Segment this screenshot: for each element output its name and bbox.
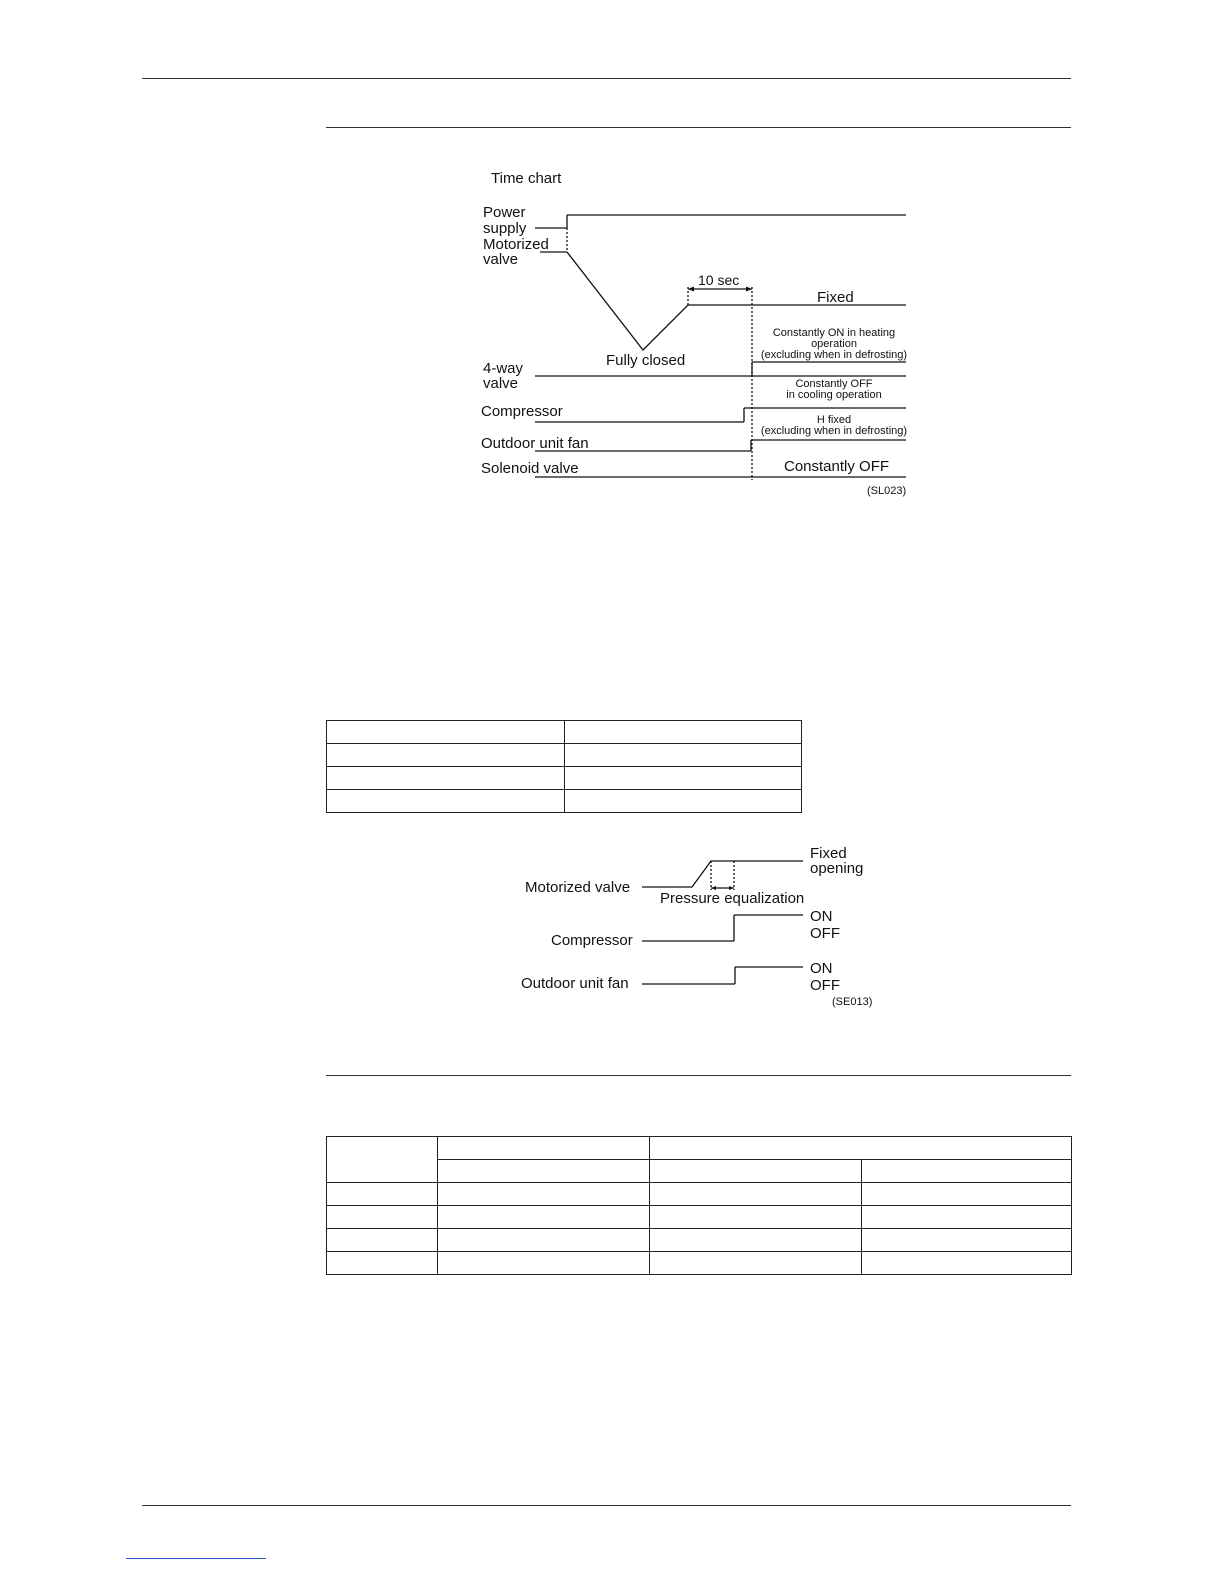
table-cell xyxy=(327,1229,438,1252)
table-1 xyxy=(326,720,802,813)
table-row xyxy=(327,721,802,744)
table-cell xyxy=(438,1160,650,1183)
table-cell xyxy=(650,1160,862,1183)
table-cell xyxy=(438,1252,650,1275)
table-cell xyxy=(650,1252,862,1275)
motorized-valve-label-2nd: Motorized valve xyxy=(525,879,631,896)
four-way-valve-label-1: 4-way xyxy=(483,360,524,377)
interval-label: 10 sec xyxy=(698,272,740,288)
table-cell xyxy=(862,1229,1072,1252)
pressure-equalization-label: Pressure equalization xyxy=(660,890,805,907)
table-cell xyxy=(327,1137,438,1183)
heating-note-1: Constantly ON in heating xyxy=(772,327,896,339)
table-row xyxy=(327,790,802,813)
table-cell xyxy=(327,1183,438,1206)
outdoor-fan-label: Outdoor unit fan xyxy=(481,435,589,452)
fan-note-2: (excluding when in defrosting) xyxy=(760,425,908,437)
table-cell xyxy=(327,767,565,790)
table-cell xyxy=(327,1206,438,1229)
compressor-label-2nd: Compressor xyxy=(551,932,633,949)
compressor-off-label: OFF xyxy=(810,925,840,942)
table-cell xyxy=(327,1252,438,1275)
section-rule-1 xyxy=(326,127,1071,128)
cooling-note-1: Constantly OFF xyxy=(795,378,873,390)
table-row xyxy=(327,1229,1072,1252)
table-cell xyxy=(862,1206,1072,1229)
motorized-valve-label-2: valve xyxy=(483,251,519,268)
compressor-on-label: ON xyxy=(810,908,833,925)
heating-note-2: operation xyxy=(811,338,857,350)
time-chart-title: Time chart xyxy=(491,170,562,187)
compressor-label: Compressor xyxy=(481,403,563,420)
table-row xyxy=(327,1206,1072,1229)
table-cell xyxy=(650,1137,1072,1160)
table-cell xyxy=(862,1252,1072,1275)
power-supply-label-2: supply xyxy=(483,220,527,237)
power-supply-label-1: Power xyxy=(483,204,526,221)
solenoid-state-label: Constantly OFF xyxy=(784,458,890,475)
pressure-equalization-diagram xyxy=(515,840,885,1015)
table-cell xyxy=(565,767,802,790)
time-chart-diagram xyxy=(470,160,940,505)
top-rule xyxy=(142,78,1071,79)
table-cell xyxy=(650,1229,862,1252)
table-row xyxy=(327,744,802,767)
table-cell xyxy=(862,1183,1072,1206)
table-cell xyxy=(565,790,802,813)
table-row xyxy=(327,1160,1072,1183)
table-2 xyxy=(326,1136,1072,1275)
bottom-rule xyxy=(142,1505,1071,1506)
table-cell xyxy=(327,790,565,813)
heating-note-3: (excluding when in defrosting) xyxy=(760,349,908,361)
fixed-label: Fixed xyxy=(817,289,854,306)
table-cell xyxy=(650,1206,862,1229)
footer-link-underline[interactable] xyxy=(126,1558,266,1559)
fixed-opening-label-1: Fixed xyxy=(810,845,847,862)
fixed-opening-label-2: opening xyxy=(810,860,864,877)
section-rule-2 xyxy=(326,1075,1071,1076)
table-cell xyxy=(862,1160,1072,1183)
table-row xyxy=(327,1252,1072,1275)
four-way-valve-label-2: valve xyxy=(483,375,519,392)
table-cell xyxy=(438,1206,650,1229)
table-cell xyxy=(327,744,565,767)
table-cell xyxy=(438,1183,650,1206)
fully-closed-label: Fully closed xyxy=(606,352,686,369)
cooling-note-2: in cooling operation xyxy=(786,389,882,401)
table-cell xyxy=(565,721,802,744)
table-row xyxy=(327,1183,1072,1206)
table-cell xyxy=(438,1229,650,1252)
table-cell xyxy=(327,721,565,744)
outdoor-fan-label-2nd: Outdoor unit fan xyxy=(521,975,629,992)
solenoid-valve-label: Solenoid valve xyxy=(481,460,579,477)
fan-note-1: H fixed xyxy=(816,414,852,426)
table-cell xyxy=(438,1137,650,1160)
fan-on-label: ON xyxy=(810,960,833,977)
diagram1-code: (SL023) xyxy=(867,485,907,497)
diagram2-code: (SE013) xyxy=(832,996,873,1008)
table-cell xyxy=(650,1183,862,1206)
table-row xyxy=(327,1137,1072,1160)
table-row xyxy=(327,767,802,790)
fan-off-label: OFF xyxy=(810,977,840,994)
motorized-valve-label-1: Motorized xyxy=(483,236,549,253)
table-cell xyxy=(565,744,802,767)
